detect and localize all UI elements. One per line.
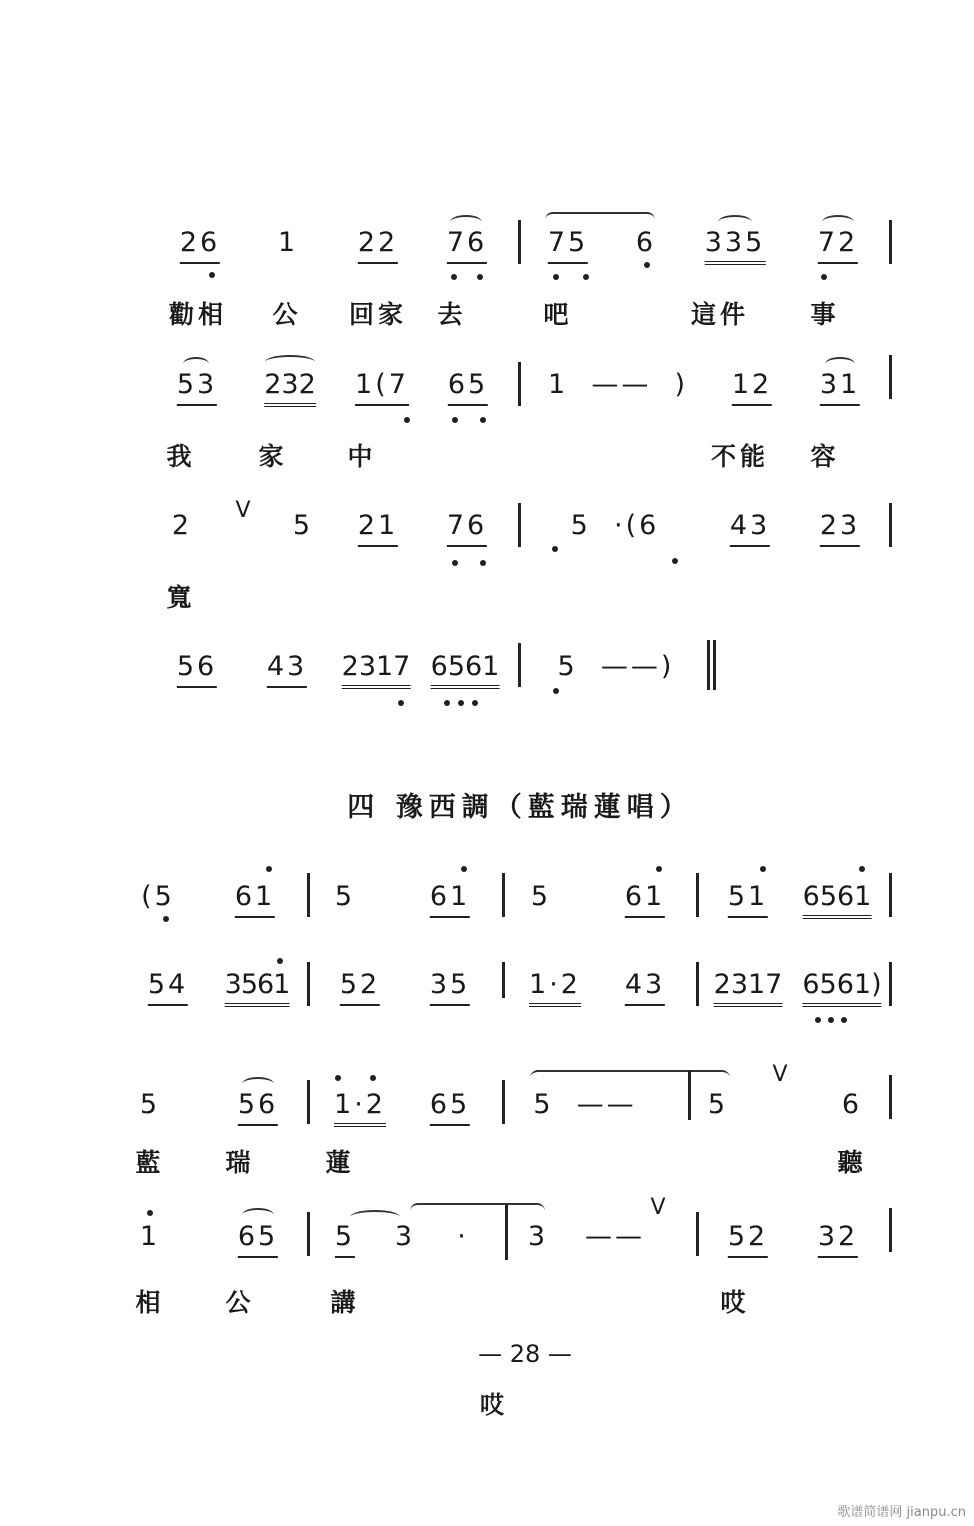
note-group: 6561	[803, 882, 872, 919]
note-group: 31	[820, 370, 860, 406]
note-group: 5	[139, 1089, 161, 1120]
note-group: 6561)	[802, 970, 881, 1007]
lyric: 公	[272, 300, 302, 329]
note-group: 5	[707, 1089, 729, 1120]
note-group: 335	[705, 228, 766, 265]
bar-line	[696, 873, 699, 917]
note-group: ·	[457, 1221, 469, 1252]
bar-line	[889, 220, 892, 264]
bar-line	[505, 1205, 508, 1260]
note-group: 6	[635, 227, 657, 258]
lyric: 勸相	[168, 300, 228, 329]
note-group: 12	[732, 370, 772, 406]
note-group: 5	[530, 881, 552, 912]
high-dot	[859, 866, 865, 872]
lyric: 公	[225, 1288, 255, 1317]
high-dot	[760, 866, 766, 872]
high-dot	[461, 866, 467, 872]
note-group: 1·2	[334, 1090, 386, 1127]
note-group: 5 ——	[533, 1089, 637, 1120]
tie	[530, 1070, 730, 1084]
bar-line	[518, 643, 521, 687]
note-group: 5 ·(6	[570, 510, 660, 541]
low-dot	[458, 700, 464, 706]
section-title: 四 豫西調（藍瑞蓮唱）	[347, 792, 693, 823]
note-group: 2317	[714, 970, 783, 1007]
note-group: 65	[448, 370, 488, 406]
lyric: 吧	[543, 300, 573, 329]
bar-line	[889, 1208, 892, 1252]
low-dot	[163, 916, 169, 922]
lyric: 這件	[690, 300, 750, 329]
slur	[350, 1210, 400, 1224]
footer-lyric: 哎	[480, 1390, 504, 1419]
lyric: 事	[810, 300, 840, 329]
breath-mark: V	[772, 1062, 788, 1087]
note-group: 35	[430, 970, 470, 1006]
note-group: 56	[177, 652, 217, 688]
breath-mark: V	[235, 498, 251, 523]
low-dot	[552, 546, 558, 552]
note-group: 53	[177, 370, 217, 406]
bar-line	[889, 962, 892, 1006]
low-dot	[480, 560, 486, 566]
bar-line	[696, 1212, 699, 1256]
note-group: 5	[335, 1222, 355, 1258]
note-group: 5	[334, 881, 356, 912]
bar-line	[307, 1212, 310, 1256]
low-dot	[404, 417, 410, 423]
note-group: 2	[171, 510, 193, 541]
lyric: 相	[135, 1288, 165, 1317]
note-group: 5	[292, 510, 314, 541]
low-dot	[398, 700, 404, 706]
low-dot	[452, 417, 458, 423]
lyric: 家	[258, 442, 288, 471]
low-dot	[815, 1017, 821, 1023]
low-dot	[480, 417, 486, 423]
lyric: 聽	[837, 1148, 867, 1177]
bar-line	[688, 1070, 691, 1120]
lyric: 講	[330, 1288, 360, 1317]
note-group: 75	[548, 228, 588, 264]
note-group: 1	[277, 227, 299, 258]
lyric: 瑞	[225, 1148, 255, 1177]
low-dot	[841, 1017, 847, 1023]
note-group: 56	[238, 1090, 278, 1126]
lyric: 我	[166, 442, 196, 471]
low-dot	[451, 274, 457, 280]
lyric: 去	[437, 300, 467, 329]
bar-line	[889, 503, 892, 547]
high-dot	[277, 958, 283, 964]
tie	[410, 1203, 545, 1217]
low-dot	[444, 700, 450, 706]
note-group: 3561	[225, 970, 290, 1007]
watermark: 歌谱简谱网 jianpu.cn	[837, 1505, 966, 1520]
note-group: 1(7	[355, 370, 409, 406]
lyric: 蓮	[325, 1148, 355, 1177]
page-number: — 28 —	[478, 1340, 572, 1368]
bar-line	[307, 1080, 310, 1124]
note-group: 26	[180, 228, 220, 264]
low-dot	[828, 1017, 834, 1023]
note-group: 65	[238, 1222, 278, 1258]
bar-line	[518, 220, 521, 264]
high-dot	[656, 866, 662, 872]
note-group: 72	[818, 228, 858, 264]
note-group: 61	[625, 882, 665, 918]
note-group: 76	[447, 511, 487, 547]
bar-line	[502, 1080, 505, 1124]
note-group: 23	[820, 511, 860, 547]
note-group: 52	[340, 970, 380, 1006]
low-dot	[644, 262, 650, 268]
slur	[242, 1208, 274, 1222]
bar-line	[518, 362, 521, 406]
bar-line	[889, 355, 892, 399]
low-dot	[553, 274, 559, 280]
lyric: 寬	[166, 583, 196, 612]
note-group: 51	[728, 882, 768, 918]
bar-line	[696, 962, 699, 1006]
slur	[265, 355, 315, 369]
note-group: 21	[358, 511, 398, 547]
bar-line	[307, 962, 310, 1006]
lyric: 容	[810, 442, 840, 471]
high-dot	[147, 1210, 153, 1216]
bar-line	[307, 873, 310, 917]
note-group: 1 —— )	[547, 369, 689, 400]
low-dot	[583, 274, 589, 280]
high-dot	[370, 1075, 376, 1081]
note-group: 61	[430, 882, 470, 918]
low-dot	[821, 274, 827, 280]
note-group: 43	[625, 970, 665, 1006]
note-group: 6	[841, 1089, 863, 1120]
note-group: 43	[730, 511, 770, 547]
note-group: (5	[141, 881, 175, 912]
high-dot	[335, 1075, 341, 1081]
low-dot	[472, 700, 478, 706]
note-group: 5 ——)	[557, 651, 675, 682]
note-group: 54	[148, 970, 188, 1006]
note-group: 32	[818, 1222, 858, 1258]
bar-line	[502, 962, 505, 998]
bar-line	[889, 1075, 892, 1119]
note-group: 3	[394, 1221, 416, 1252]
note-group: 65	[430, 1090, 470, 1126]
low-dot	[209, 272, 215, 278]
high-dot	[266, 866, 272, 872]
note-group: 232	[264, 370, 316, 407]
note-group: 76	[447, 228, 487, 264]
lyric: 哎	[720, 1288, 750, 1317]
low-dot	[553, 688, 559, 694]
low-dot	[672, 558, 678, 564]
note-group: 43	[267, 652, 307, 688]
lyric: 回家	[348, 300, 408, 329]
note-group: 2317	[342, 652, 411, 689]
note-group: ——	[585, 1221, 645, 1252]
note-group: 61	[235, 882, 275, 918]
low-dot	[477, 274, 483, 280]
note-group: 1	[139, 1221, 161, 1252]
slur	[545, 212, 655, 226]
bar-line	[889, 873, 892, 917]
lyric: 不能	[710, 442, 770, 471]
low-dot	[452, 560, 458, 566]
lyric: 中	[347, 442, 377, 471]
note-group: 1·2	[529, 970, 581, 1007]
bar-line	[518, 503, 521, 547]
note-group: 22	[358, 228, 398, 264]
note-group: 6561	[431, 652, 500, 689]
lyric: 藍	[135, 1148, 165, 1177]
final-double-bar	[707, 640, 716, 690]
breath-mark: V	[650, 1195, 666, 1220]
bar-line	[502, 873, 505, 917]
note-group: 3	[527, 1221, 549, 1252]
note-group: 52	[728, 1222, 768, 1258]
